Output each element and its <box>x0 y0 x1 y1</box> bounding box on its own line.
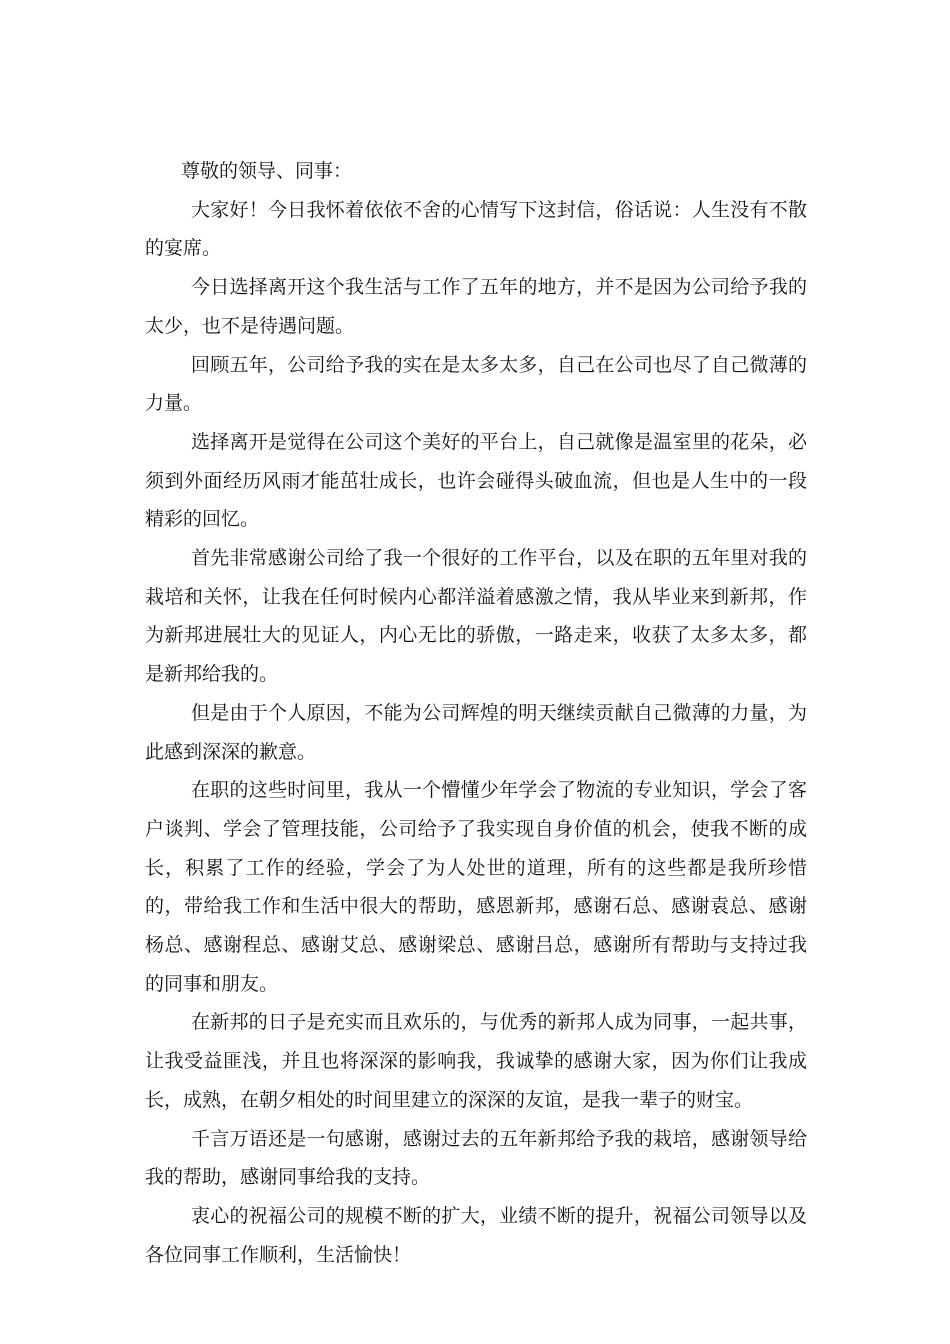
paragraph-greeting: 大家好！今日我怀着依依不舍的心情写下这封信，俗话说：人生没有不散的宴席。 <box>145 198 807 260</box>
paragraph-gratitude: 首先非常感谢公司给了我一个很好的工作平台，以及在职的五年里对我的栽培和关怀，让我在任何时候内心都洋溢着感激之情，我从毕业来到新邦，作为新邦进展壮大的见证人，内心无比的骄傲，一路走来，收获了太多太多，都是新邦给我的。 <box>145 547 807 686</box>
resignation-letter <box>145 152 807 1274</box>
salutation: 尊敬的领导、同事： <box>181 160 353 182</box>
paragraph-decision: 选择离开是觉得在公司这个美好的平台上，自己就像是温室里的花朵，必须到外面经历风雨才能茁壮成长，也许会碰得头破血流，但也是人生中的一段精彩的回忆。 <box>145 430 807 531</box>
paragraph-thanks: 千言万语还是一句感谢，感谢过去的五年新邦给予我的栽培，感谢领导给我的帮助，感谢同事给我的支持。 <box>145 1127 807 1189</box>
paragraph-reason: 今日选择离开这个我生活与工作了五年的地方，并不是因为公司给予我的太少，也不是待遇问题。 <box>145 276 807 337</box>
paragraph-blessing: 衷心的祝福公司的规模不断的扩大，业绩不断的提升，祝福公司领导以及各位同事工作顺利，生活愉快！ <box>145 1204 807 1266</box>
paragraph-apology: 但是由于个人原因，不能为公司辉煌的明天继续贡献自己微薄的力量，为此感到深深的歉意。 <box>145 701 807 763</box>
paragraph-colleagues: 在新邦的日子是充实而且欢乐的，与优秀的新邦人成为同事，一起共事，让我受益匪浅，并且也将深深的影响我，我诚挚的感谢大家，因为你们让我成长，成熟，在朝夕相处的时间里建立的深深的友谊，是我一辈子的财宝。 <box>145 1011 807 1111</box>
paragraph-review: 回顾五年，公司给予我的实在是太多太多，自己在公司也尽了自己微薄的力量。 <box>145 353 807 415</box>
paragraph-growth: 在职的这些时间里，我从一个懵懂少年学会了物流的专业知识，学会了客户谈判、学会了管理技能，公司给予了我实现自身价值的机会，使我不断的成长，积累了工作的经验，学会了为人处世的道理，所有的这些都是我所珍惜的，带给我工作和生活中很大的帮助，感恩新邦，感谢石总、感谢袁总、感谢杨总、感谢程总、感谢艾总、感谢梁总、感谢吕总，感谢所有帮助与支持过我的同事和朋友。 <box>145 779 807 995</box>
